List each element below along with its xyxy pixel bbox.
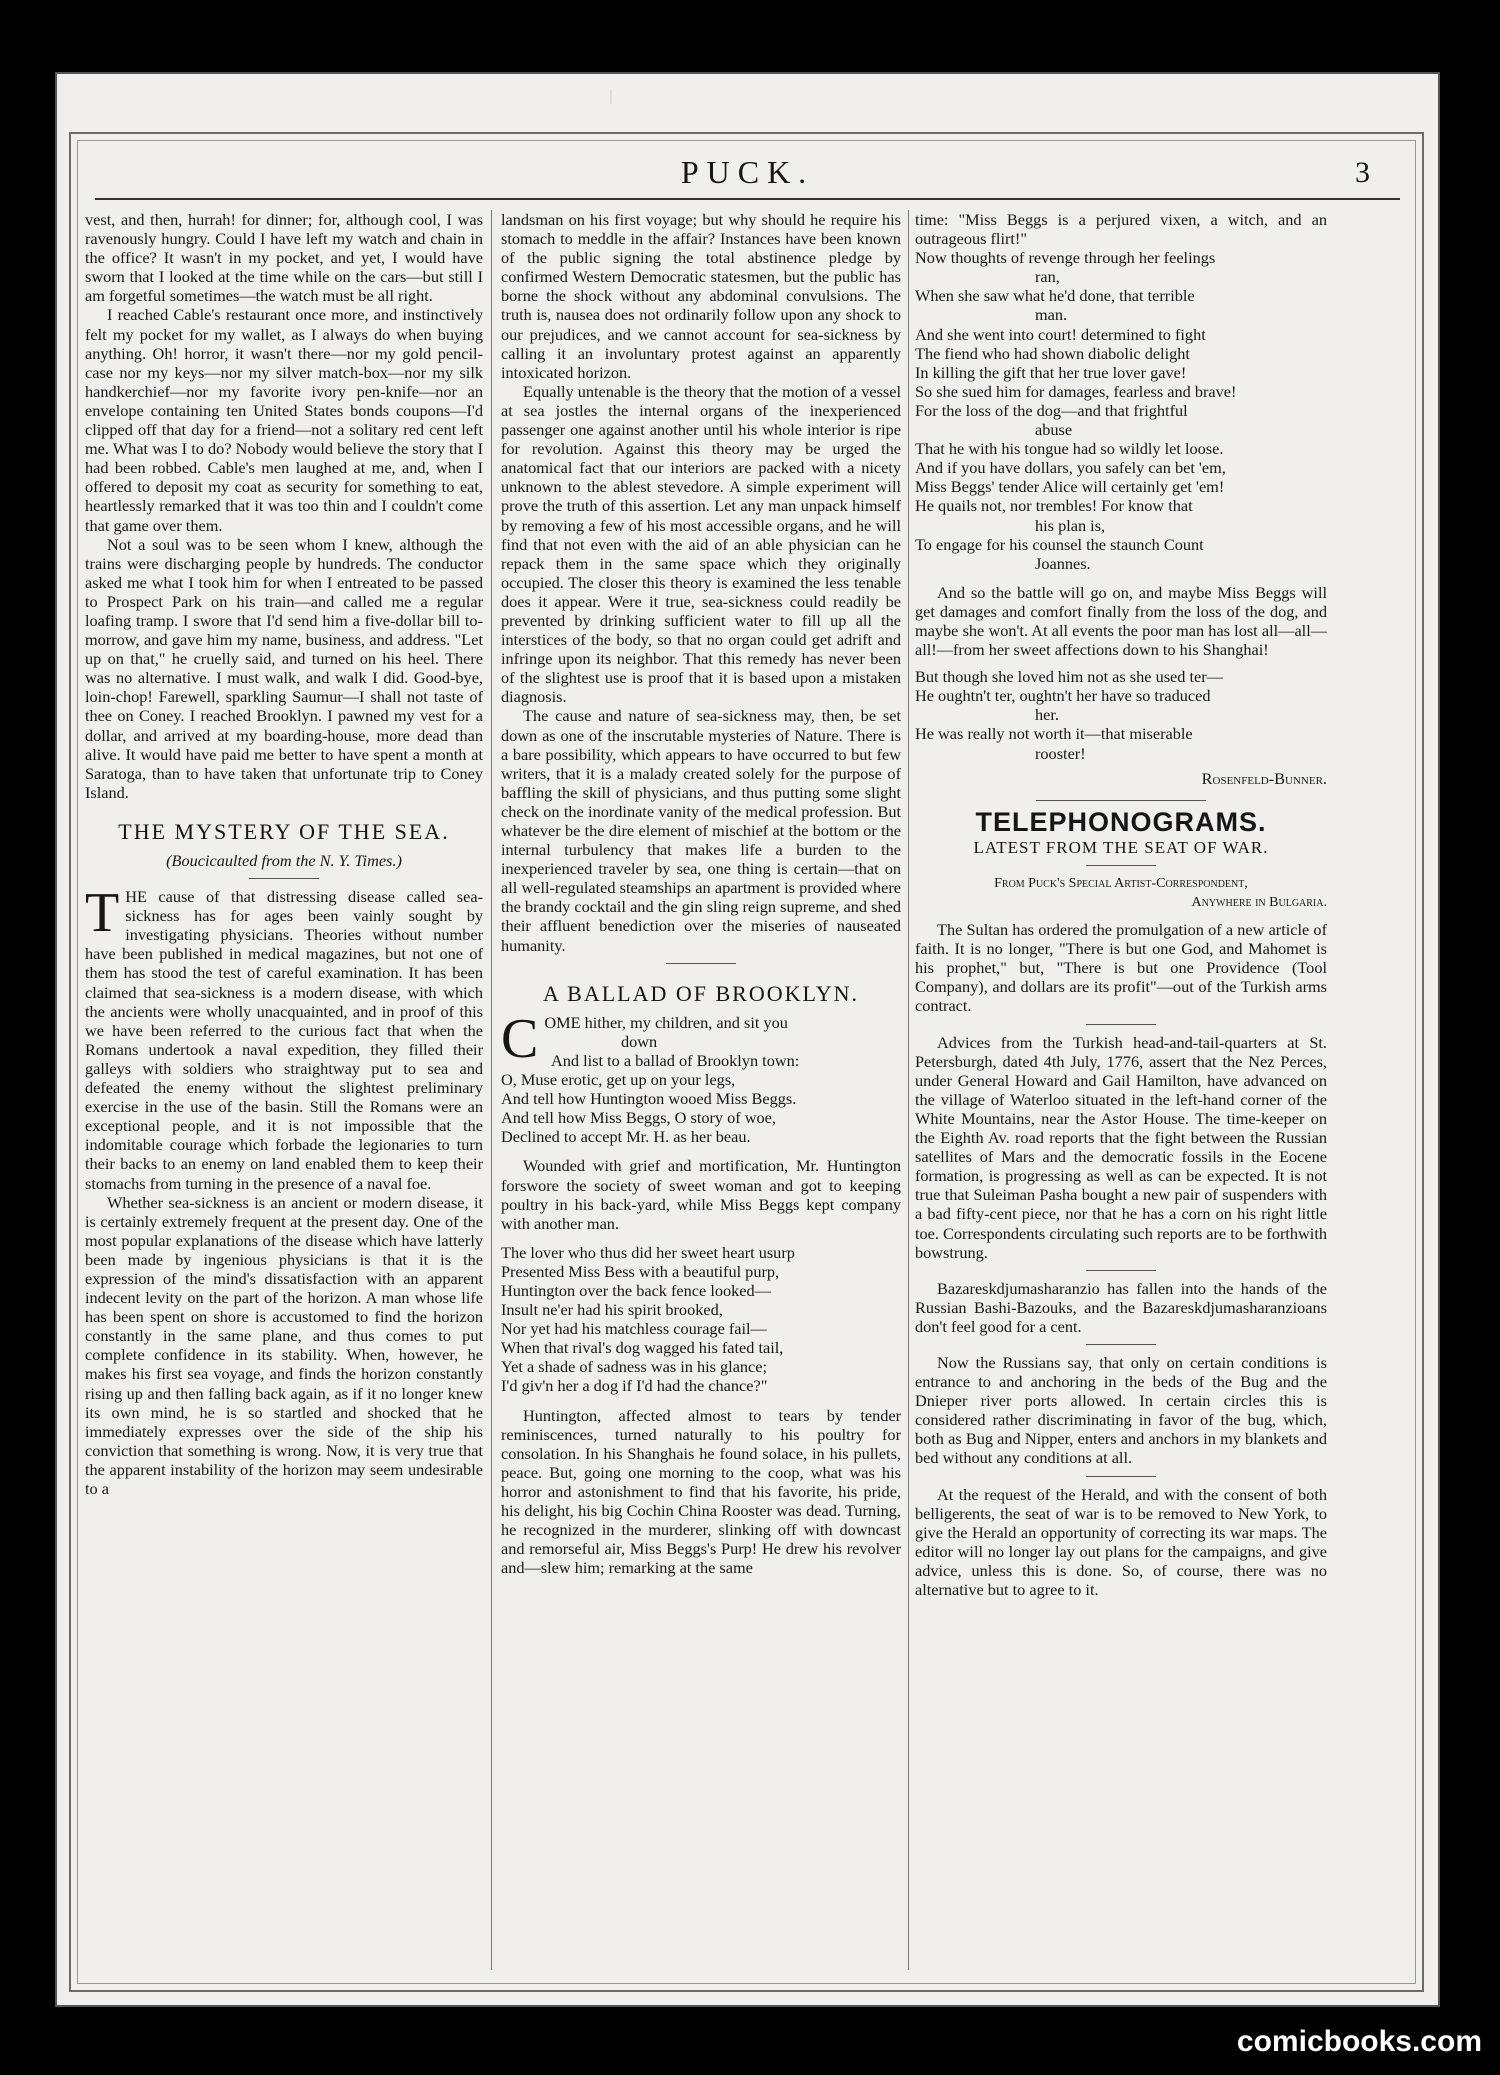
scan-mark <box>610 90 612 104</box>
divider <box>1086 1024 1156 1025</box>
verse-line: But though she loved him not as she used ter— <box>915 667 1223 687</box>
column-divider <box>908 210 909 1970</box>
paragraph: The cause and nature of sea-sickness may, then, be set down as one of the inscrutable mysteries of Nature. There is a bare possibility, which appears to have occurred to but few writers, that it is a malady created solely for the purpose of baffling the skill of physicians, and thus putting some slight check on the inordinate vanity of the medical profession. But whatever be the dire element of mischief at the bottom or the internal turbulency that makes life a burden to the inexperienced traveler by sea, one thing is certain—that on all well-regulated steamships an apartment is provided where the brandy cocktail and the gin sling reign supreme, and shed their affluent benediction over the miseries of nauseated humanity. <box>501 706 901 955</box>
paragraph: Wounded with grief and mortification, Mr. Huntington forswore the society of sweet woman and got to keeping poultry in his back-yard, while Miss Beggs kept company with another man. <box>501 1156 901 1233</box>
verse-line: Miss Beggs' tender Alice will certainly get 'em! <box>915 477 1225 497</box>
paragraph: The Sultan has ordered the promulgation of a new article of faith. It is no longer, "There is but one God, and Mahomet is his prophet," but, "There is but one Providence (Tool Company), and dollars are its profit"—out of the Turkish arms contract. <box>915 920 1327 1016</box>
byline-location: Anywhere in Bulgaria. <box>1191 895 1327 910</box>
verse-line: And if you have dollars, you safely can bet 'em, <box>915 458 1226 478</box>
verse-line: down <box>621 1031 658 1051</box>
divider <box>1086 1476 1156 1477</box>
verse-line: Insult ne'er had his spirit brooked, <box>501 1300 723 1320</box>
paragraph: vest, and then, hurrah! for dinner; for, although cool, I was ravenously hungry. Could I have left my watch and chain in the office? It wasn't in my pocket, and yet, I would have sworn that I looked at the time while on the cars—but still I am forgetful sometimes—the watch must be all right. <box>85 210 483 306</box>
verse-line: Yet a shade of sadness was in his glance; <box>501 1357 768 1377</box>
paragraph: Bazareskdjumasharanzio has fallen into the hands of the Russian Bashi-Bazouks, and the Bazareskdjumasharanzioans don't feel good for a cent. <box>915 1278 1327 1336</box>
verse-line: COME hither, my children, and sit you <box>501 1007 788 1070</box>
verse-line: Joannes. <box>1035 553 1091 573</box>
byline: From Puck's Special Artist-Correspondent, <box>994 875 1248 891</box>
verse-line: And tell how Huntington wooed Miss Beggs. <box>501 1089 797 1109</box>
verse-line: Declined to accept Mr. H. as her beau. <box>501 1127 751 1147</box>
divider <box>1086 1270 1156 1271</box>
divider <box>1086 1344 1156 1345</box>
section-subtitle: LATEST FROM THE SEAT OF WAR. <box>973 837 1269 857</box>
verse-line: He was really not worth it—that miserable <box>915 724 1193 744</box>
paragraph: Not a soul was to be seen whom I knew, although the trains were discharging people by hundreds. The conductor asked me what I took him for when I entreated to be passed to Prospect Park on his train—and called me a regular loafing tramp. I swore that I'd send him a five-dollar bill to-morrow, and gave him my name, business, and address. "Let up on that," he cruelly said, and turned on his heel. There was no alternative. I must walk, and walk I did. Good-bye, loin-chop! Farewell, sparkling Saumur—I shall not taste of thee on Coney. I reached Brooklyn. I pawned my vest for a dollar, and arrived at my boarding-house, more dead than alive. It would have paid me better to have spent a month at Saratoga, than to have taken that unfortunate trip to Coney Island. <box>85 534 483 802</box>
verse-line: And tell how Miss Beggs, O story of woe, <box>501 1108 776 1128</box>
divider <box>666 963 736 964</box>
verse-line: That he with his tongue had so wildly let loose. <box>915 439 1224 459</box>
drop-cap: T <box>85 882 120 945</box>
column-divider <box>491 210 492 1970</box>
section-title-telephonograms: TELEPHONOGRAMS. <box>975 806 1267 837</box>
masthead-rule <box>95 198 1400 200</box>
verse-line: man. <box>1035 305 1068 325</box>
verse-line: her. <box>1035 705 1059 725</box>
article-headline-mystery-of-the-sea: THE MYSTERY OF THE SEA. <box>118 818 450 844</box>
paragraph: THE cause of that distressing disease called sea-sickness has for ages been vainly sought by investigating physicians. Theories without number have been published in medical magazines, but not one of them has stood the test of careful examination. It has been claimed that sea-sickness is a modern disease, with which the ancients were wholly unacquainted, and in proof of this we have been referred to the curious fact that when the Romans undertook a naval expedition, they filled their galleys with soldiers who straightway put to sea and defeated the enemy without the slightest preliminary exercise in the use of the basin. Still the Romans were an exceptional people, and it is not impossible that the indomitable courage which forbade the legionaries to turn their backs to an enemy on land enabled them to keep their stomachs from turning in the presence of a naval foe. <box>85 882 483 1193</box>
verse-line: ran, <box>1035 267 1060 287</box>
verse-line: time: "Miss Beggs is a perjured vixen, a witch, and an outrageous flirt!" <box>915 210 1327 249</box>
verse-line: O, Muse erotic, get up on your legs, <box>501 1070 736 1090</box>
verse-line: So she sued him for damages, fearless and brave! <box>915 381 1237 401</box>
column-3 <box>915 210 1327 1970</box>
verse-line: The fiend who had shown diabolic delight <box>915 343 1190 363</box>
verse-line: The lover who thus did her sweet heart usurp <box>501 1242 795 1262</box>
masthead-title: PUCK. <box>680 154 815 190</box>
site-watermark: comicbooks.com <box>1236 2025 1482 2058</box>
paragraph: I reached Cable's restaurant once more, and instinctively felt my pocket for my wallet, as I always do when buying anything. Oh! horror, it wasn't there—nor my gold pencil-case nor my keys—nor my silver match-box—nor my silk handkerchief—nor my favorite ivory pen-knife—nor an envelope containing ten United States bonds coupons—I'd clipped off that day for a friend—not a solitary red cent left me. What was I to do? Nobody would believe the story that I had been robbed. Cable's men laughed at me, and, when I offered to deposit my coat as security for something to eat, heartlessly remarked that it was too thin and I couldn't come that game over them. <box>85 305 483 535</box>
masthead <box>85 154 1410 200</box>
article-subhead: (Boucicaulted from the N. Y. Times.) <box>166 851 402 870</box>
scan-spine <box>0 72 55 2007</box>
paragraph: At the request of the Herald, and with the consent of both belligerents, the seat of war is to be removed to New York, to give the Herald an opportunity of correcting its war maps. The editor will no longer lay out plans for the campaigns, and give advice, unless this is done. So, of course, there was no alternative but to agree to it. <box>915 1484 1327 1599</box>
paragraph: Now the Russians say, that only on certain conditions is entrance to and anchoring in the beds of the Bug and the Dnieper river ports allowed. In certain circles this is considered rather discriminating in favor of the bug, which, both as Bug and Nipper, enters and anchors in my blankets and bed without any conditions at all. <box>915 1352 1327 1468</box>
verse-line: When she saw what he'd done, that terrible <box>915 286 1195 306</box>
paragraph: And so the battle will go on, and maybe Miss Beggs will get damages and comfort finally from the loss of the dog, and maybe she won't. At all events the poor man has lost all—all—all!—from her sweet affections down to his Shanghai! <box>915 582 1327 660</box>
paragraph: Advices from the Turkish head-and-tail-quarters at St. Petersburgh, dated 4th July, 1776, assert that the Nez Perces, under General Howard and Gail Hamilton, have advanced on the village of Waterloo situated in the left-hand corner of the White Mountains, near the Astor House. The time-keeper on the Eighth Av. road reports that the fight between the Russian satellites of Mars and the democratic fossils in the Eocene formation, is progressing as well as can be expected. It is not true that Suleiman Pasha bought a new pair of suspenders with a bad fifty-cent piece, nor that he has a corn on his right little toe. Correspondents circulating such reports are to be forthwith bowstrung. <box>915 1032 1327 1262</box>
paragraph: Equally untenable is the theory that the motion of a vessel at sea jostles the internal organs of the inexperienced passenger one against another until his whole interior is ripe for revolution. Against this theory may be urged the anatomical fact that our interiors are packed with a nicety unknown to the ablest stevedore. A simple experiment will prove the truth of this assertion. Let any man unpack himself by removing a few of his most accessible organs, and he will find that not even with the aid of an able physician can he repack them in the same space which they originally occupied. The closer this theory is examined the less tenable does it appear. Were it true, sea-sickness could readily be prevented by drinking sufficient water to fill up all the interstices of the body, so that no organ could get adrift and infringe upon its neighbor. That this remedy has never been of the slightest use is proof that it is based upon a mistaken diagnosis. <box>501 381 901 707</box>
verse-line: He quails not, nor trembles! For know that <box>915 496 1193 516</box>
verse-line: Now thoughts of revenge through her feelings <box>915 248 1216 268</box>
verse-line: Huntington over the back fence looked— <box>501 1280 771 1300</box>
verse-line: And list to a ballad of Brooklyn town: <box>551 1050 800 1070</box>
divider <box>249 878 319 879</box>
verse-line: In killing the gift that her true lover gave! <box>915 362 1187 382</box>
verse-line: Presented Miss Bess with a beautiful purp, <box>501 1261 780 1281</box>
drop-cap: C <box>501 1007 539 1070</box>
verse-line: When that rival's dog wagged his fated tail, <box>501 1338 784 1358</box>
magazine-page <box>55 72 1440 2007</box>
verse-line: abuse <box>1035 420 1073 440</box>
verse-line: And she went into court! determined to fight <box>915 324 1206 344</box>
paragraph: Huntington, affected almost to tears by tender reminiscences, turned naturally to his poultry for consolation. In his Shanghais he found solace, in his pullets, peace. But, going one morning to the coop, what was his horror and astonishment to find that his favorite, his pride, his delight, his big Cochin China Rooster was dead. Turning, he recognized in the murderer, slinking off with downcast and remorseful air, Miss Beggs's Purp! He drew his revolver and—slew him; remarking at the same <box>501 1405 901 1578</box>
verse-line: For the loss of the dog—and that frightful <box>915 400 1188 420</box>
article-headline-ballad-of-brooklyn: A BALLAD OF BROOKLYN. <box>542 980 860 1006</box>
page-number: 3 <box>1355 156 1370 189</box>
author-signature: Rosenfeld-Bunner. <box>1201 768 1327 788</box>
verse-line: his plan is, <box>1035 515 1106 535</box>
column-1 <box>85 210 483 1970</box>
verse-line: To engage for his counsel the staunch Count <box>915 534 1204 554</box>
paragraph: Whether sea-sickness is an ancient or modern disease, it is certainly extremely frequent at the present day. One of the most popular explanations of the disease which have latterly been made by ingenious physicians is that it is the expression of the mind's dissatisfaction with an apparent indecent levity on the part of the horizon. A man whose life has been spent on shore is accustomed to find the horizon constantly in the same plane, and thus comes to put complete confidence in its stability. When, however, he makes his first sea voyage, and finds the horizon constantly rising up and then falling back again, as if it no longer knew its own mind, he is so startled and shocked that he immediately expresses over the side of the ship his conviction that something is wrong. Now, it is very true that the apparent instability of the horizon may seem undesirable to a <box>85 1192 483 1498</box>
verse-block <box>501 1007 901 1147</box>
verse-line: I'd giv'n her a dog if I'd had the chance?" <box>501 1376 768 1396</box>
paragraph: landsman on his first voyage; but why should he require his stomach to meddle in the affair? Instances have been known of the public signing the total abstinence pledge by confirmed Western Democratic statesmen, but the public has borne the shock without any abdominal convulsions. The truth is, nausea does not ordinarily follow upon any shock to our prejudices, and we cannot account for sea-sickness by calling it an involuntary protest against an apparently intoxicated horizon. <box>501 210 901 382</box>
column-2 <box>501 210 901 1970</box>
verse-block <box>501 1243 901 1396</box>
verse-line: rooster! <box>1035 743 1086 763</box>
divider <box>1086 865 1156 866</box>
divider <box>1036 800 1206 801</box>
verse-line: He oughtn't ter, oughtn't her have so traduced <box>915 686 1211 706</box>
verse-line: Nor yet had his matchless courage fail— <box>501 1319 767 1339</box>
verse-block <box>915 210 1327 573</box>
verse-block <box>915 667 1327 762</box>
